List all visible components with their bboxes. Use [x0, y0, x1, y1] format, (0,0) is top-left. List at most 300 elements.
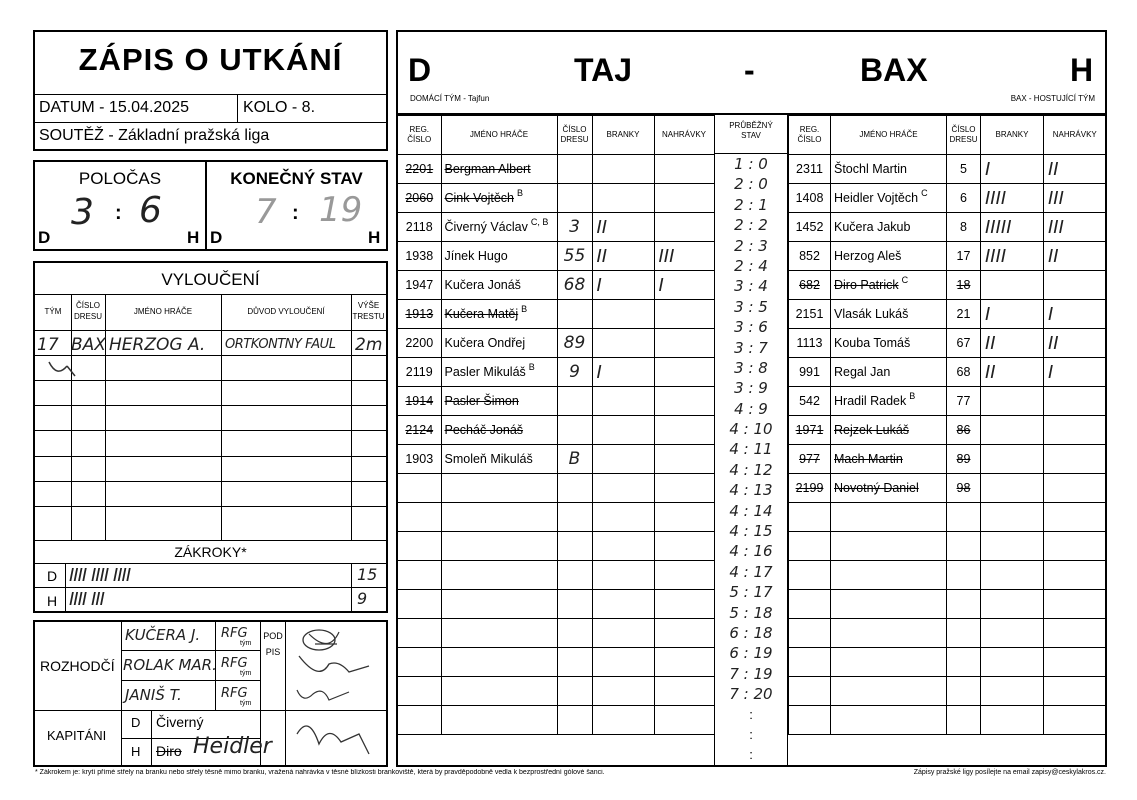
home-player-row — [398, 155, 714, 184]
referee-3-team: RFG — [221, 686, 248, 701]
home-cell-assists — [654, 648, 714, 677]
away-player-reg: 2151 — [795, 307, 824, 321]
halftime-h-label: H — [187, 228, 200, 247]
home-player-assists — [655, 449, 659, 470]
away-player-row — [789, 532, 1106, 561]
away-cell-name — [831, 619, 947, 648]
home-player-name: Bergman Albert — [444, 162, 531, 176]
away-cell-goals — [981, 706, 1044, 735]
away-cell-assists — [1044, 706, 1106, 735]
away-player-reg: 1408 — [795, 191, 824, 205]
away-col-number: ČÍSLO DRESU — [947, 116, 981, 155]
away-cell-reg — [789, 590, 831, 619]
away-player-number: 89 — [956, 452, 971, 466]
away-player-goals: II — [985, 361, 996, 383]
away-player-flag: C — [921, 188, 928, 198]
running-score-entry: 5 : 18 — [729, 603, 773, 622]
away-cell-name — [831, 532, 947, 561]
home-player-row — [398, 416, 714, 445]
home-player-name: Kučera Jonáš — [444, 278, 521, 292]
away-cell-number — [947, 532, 981, 561]
away-player-reg: 2311 — [796, 162, 823, 176]
away-cell-name — [831, 503, 947, 532]
home-player-reg: 2124 — [405, 423, 434, 437]
away-cell-number — [947, 561, 981, 590]
home-player-assists: III — [658, 245, 675, 267]
home-cell-goals — [592, 648, 654, 677]
away-cell-assists — [1044, 590, 1106, 619]
captain-d-label: D — [131, 715, 141, 730]
home-cell-reg — [398, 416, 441, 445]
away-player-row — [789, 648, 1106, 677]
away-cell-number — [947, 474, 981, 503]
referee-2-team: RFG — [221, 656, 248, 671]
home-cell-reg — [398, 503, 441, 532]
away-cell-name — [831, 416, 947, 445]
away-player-flag: C — [901, 275, 909, 285]
away-player-name: Kučera Jakub — [834, 220, 911, 234]
away-player-assists — [1044, 449, 1048, 470]
home-player-goals: I — [596, 274, 602, 296]
home-cell-name — [441, 474, 557, 503]
home-player-row — [398, 300, 714, 329]
away-team-code: BAX — [860, 52, 928, 88]
home-player-assists — [655, 420, 659, 441]
away-cell-name — [831, 213, 947, 242]
away-player-name: Novotný Daniel — [834, 481, 919, 495]
match-dash: - — [744, 52, 755, 88]
home-player-assists — [655, 391, 659, 412]
away-cell-name — [831, 474, 947, 503]
away-player-row — [789, 387, 1106, 416]
excl-entry-name: HERZOG A. — [109, 335, 206, 355]
away-player-row — [789, 271, 1106, 300]
away-cell-goals — [981, 358, 1044, 387]
home-player-flag: C, B — [530, 217, 549, 227]
home-cell-number — [557, 474, 592, 503]
home-player-number: 55 — [563, 246, 586, 266]
footer-email: Zápisy pražské ligy posílejte na email zapisy@ceskylakros.cz. — [913, 769, 1106, 776]
home-cell-name — [441, 300, 557, 329]
home-player-assists — [655, 362, 659, 383]
home-cell-name — [441, 329, 557, 358]
running-score-entry: 4 : 12 — [729, 460, 773, 479]
home-player-name: Kučera Ondřej — [444, 336, 526, 350]
excl-entry-team: BAX — [71, 335, 106, 355]
footer-note: * Zákrokem je: krytí přímé střely na branku nebo střely těsně mimo branku, vražená nahrávka v těsné blízkosti brankoviště, která by pravděpodobně vedla k bezprostřední gólové šanci. — [35, 769, 605, 776]
home-cell-reg — [398, 358, 441, 387]
referee-1-team: RFG — [221, 626, 248, 641]
away-cell-reg — [789, 213, 831, 242]
home-player-assists — [655, 188, 659, 209]
captain-h-handwritten: Heidler — [193, 734, 272, 759]
away-player-row — [789, 503, 1106, 532]
away-cell-assists — [1044, 155, 1106, 184]
excl-arrow-mark — [45, 358, 85, 382]
score-box — [33, 160, 388, 251]
away-cell-number — [947, 271, 981, 300]
away-player-row — [789, 213, 1106, 242]
running-score-entry: 2 : 1 — [734, 195, 768, 214]
away-cell-goals — [981, 242, 1044, 271]
away-cell-assists — [1044, 561, 1106, 590]
home-cell-goals — [592, 271, 654, 300]
away-cell-number — [947, 184, 981, 213]
running-score-entry: 7 : 19 — [729, 664, 773, 683]
saves-title: ZÁKROKY* — [174, 544, 247, 560]
away-player-reg: 2199 — [795, 481, 824, 495]
home-cell-name — [441, 387, 557, 416]
home-player-flag: B — [516, 188, 523, 198]
home-cell-goals — [592, 532, 654, 561]
away-player-row — [789, 445, 1106, 474]
home-cell-goals — [592, 474, 654, 503]
running-score-entry: : — [749, 747, 753, 763]
home-col-assists: NAHRÁVKY — [654, 116, 714, 155]
away-player-name: Herzog Aleš — [834, 249, 902, 263]
saves-d-label: D — [47, 568, 58, 584]
home-player-row — [398, 706, 714, 735]
home-player-row — [398, 445, 714, 474]
away-cell-number — [947, 358, 981, 387]
away-player-assists — [1044, 478, 1048, 499]
roster-sheet — [396, 30, 1107, 767]
home-player-goals: II — [596, 216, 608, 238]
referee-signatures — [289, 624, 385, 764]
home-player-reg: 1938 — [405, 249, 434, 263]
home-cell-reg — [398, 445, 441, 474]
home-cell-number — [557, 619, 592, 648]
home-player-goals — [593, 333, 597, 354]
home-cell-name — [441, 416, 557, 445]
away-player-number: 21 — [956, 307, 971, 321]
running-score-entry: 3 : 5 — [734, 297, 768, 316]
referee-1-name: KUČERA J. — [125, 626, 201, 644]
away-player-assists: I — [1048, 361, 1054, 383]
away-player-name: Vlasák Lukáš — [834, 307, 909, 321]
away-cell-name — [831, 300, 947, 329]
excl-entry-reason: ORTKONTNY FAUL — [225, 337, 336, 352]
away-col-name: JMÉNO HRÁČE — [831, 116, 947, 155]
away-cell-number — [947, 706, 981, 735]
running-score-entry: 6 : 19 — [729, 644, 773, 663]
away-cell-reg — [789, 445, 831, 474]
home-cell-name — [441, 532, 557, 561]
home-cell-reg — [398, 561, 441, 590]
home-cell-reg — [398, 677, 441, 706]
final-d-label: D — [210, 228, 223, 247]
home-cell-number — [557, 706, 592, 735]
home-player-name: Kučera Matěj — [444, 307, 519, 321]
away-roster-table — [788, 115, 1106, 735]
away-cell-name — [831, 445, 947, 474]
home-cell-reg — [398, 706, 441, 735]
away-player-reg: 991 — [799, 365, 820, 379]
home-cell-goals — [592, 300, 654, 329]
away-player-reg: 1113 — [796, 336, 823, 350]
home-cell-reg — [398, 271, 441, 300]
home-cell-number — [557, 155, 592, 184]
home-cell-number — [557, 648, 592, 677]
running-score-entry: 4 : 13 — [729, 481, 773, 500]
home-player-number: B — [568, 449, 581, 469]
away-player-name: Diro Patrick — [834, 278, 899, 292]
away-cell-number — [947, 619, 981, 648]
home-cell-name — [441, 503, 557, 532]
running-score-entry: 3 : 6 — [734, 318, 768, 337]
home-player-row — [398, 358, 714, 387]
home-cell-assists — [654, 416, 714, 445]
home-cell-number — [557, 445, 592, 474]
away-cell-reg — [789, 619, 831, 648]
home-cell-assists — [654, 242, 714, 271]
league-name: SOUTĚŽ - Základní pražská liga — [39, 127, 270, 144]
home-player-row — [398, 387, 714, 416]
home-cell-goals — [592, 706, 654, 735]
away-cell-goals — [981, 416, 1044, 445]
away-player-reg: 852 — [799, 249, 820, 263]
away-cell-assists — [1044, 358, 1106, 387]
away-player-assists — [1044, 275, 1048, 296]
away-cell-goals — [981, 677, 1044, 706]
home-cell-reg — [398, 387, 441, 416]
home-player-assists — [655, 217, 659, 238]
home-cell-goals — [592, 677, 654, 706]
away-cell-name — [831, 155, 947, 184]
away-cell-reg — [789, 242, 831, 271]
captain-h-label: H — [131, 744, 141, 759]
home-cell-number — [557, 271, 592, 300]
home-cell-name — [441, 445, 557, 474]
away-cell-number — [947, 416, 981, 445]
away-player-goals — [981, 449, 985, 470]
home-cell-goals — [592, 329, 654, 358]
away-cell-name — [831, 677, 947, 706]
running-score-entry: 4 : 15 — [729, 522, 773, 541]
referee-2-tym: tým — [240, 670, 252, 677]
home-player-reg: 1914 — [405, 394, 434, 408]
match-round: KOLO - 8. — [243, 99, 316, 116]
home-col-name: JMÉNO HRÁČE — [441, 116, 557, 155]
away-cell-reg — [789, 329, 831, 358]
home-cell-name — [441, 648, 557, 677]
home-player-flag: B — [528, 362, 535, 372]
home-player-reg: 1947 — [405, 278, 434, 292]
home-player-reg: 1913 — [405, 307, 434, 321]
home-player-reg: 2119 — [405, 365, 433, 379]
home-cell-reg — [398, 619, 441, 648]
home-player-number: 3 — [569, 217, 580, 237]
home-cell-reg — [398, 648, 441, 677]
home-cell-number — [557, 590, 592, 619]
away-cell-reg — [789, 474, 831, 503]
home-cell-reg — [398, 213, 441, 242]
away-cell-reg — [789, 387, 831, 416]
home-cell-goals — [592, 155, 654, 184]
home-player-number: 68 — [563, 275, 586, 295]
home-roster-table — [398, 115, 715, 735]
away-cell-assists — [1044, 416, 1106, 445]
away-player-row — [789, 329, 1106, 358]
home-player-goals: I — [596, 361, 602, 383]
home-player-row — [398, 677, 714, 706]
home-cell-assists — [654, 619, 714, 648]
excl-col-penalty: VÝŠE TRESTU — [352, 301, 385, 321]
away-col-assists: NAHRÁVKY — [1044, 116, 1106, 155]
away-cell-assists — [1044, 300, 1106, 329]
home-cell-name — [441, 271, 557, 300]
away-cell-goals — [981, 445, 1044, 474]
away-col-goals: BRANKY — [981, 116, 1044, 155]
away-player-goals — [981, 478, 985, 499]
home-player-row — [398, 213, 714, 242]
home-col-number: ČÍSLO DRESU — [557, 116, 592, 155]
home-cell-goals — [592, 561, 654, 590]
home-player-name: Pecháč Jonáš — [444, 423, 524, 437]
away-caption: BAX - HOSTUJÍCÍ TÝM — [1010, 94, 1095, 103]
running-score-entry: : — [749, 726, 753, 742]
away-cell-number — [947, 590, 981, 619]
podpis-label: PODPIS — [263, 631, 283, 657]
away-player-name: Hradil Radek — [834, 394, 907, 408]
match-date: DATUM - 15.04.2025 — [39, 99, 189, 116]
home-cell-number — [557, 677, 592, 706]
away-cell-number — [947, 387, 981, 416]
away-cell-goals — [981, 474, 1044, 503]
away-cell-assists — [1044, 474, 1106, 503]
away-player-row — [789, 677, 1106, 706]
home-cell-number — [557, 329, 592, 358]
running-score-entry: 3 : 7 — [734, 338, 768, 357]
saves-h-label: H — [47, 593, 58, 609]
home-player-row — [398, 474, 714, 503]
away-player-assists — [1044, 391, 1048, 412]
running-score-entry: 2 : 3 — [734, 236, 768, 255]
home-player-reg: 2201 — [405, 162, 434, 176]
home-cell-number — [557, 242, 592, 271]
away-cell-number — [947, 329, 981, 358]
running-score-entry: 6 : 18 — [729, 623, 773, 642]
excl-col-number: ČÍSLO DRESU — [73, 301, 102, 321]
home-player-goals — [593, 304, 597, 325]
away-player-number: 98 — [956, 481, 971, 495]
away-cell-reg — [789, 561, 831, 590]
home-player-assists — [655, 304, 659, 325]
away-player-number: 86 — [956, 423, 971, 437]
away-player-reg: 977 — [799, 452, 820, 466]
away-cell-name — [831, 329, 947, 358]
home-player-goals — [593, 391, 597, 412]
away-player-goals — [981, 275, 985, 296]
home-player-number: 9 — [569, 362, 580, 382]
away-cell-goals — [981, 648, 1044, 677]
captains-label: KAPITÁNI — [47, 728, 107, 743]
saves-d-total: 15 — [357, 565, 378, 584]
running-score-entry: : — [749, 706, 753, 722]
excl-entry-number: 17 — [37, 335, 59, 355]
home-player-row — [398, 619, 714, 648]
away-cell-assists — [1044, 387, 1106, 416]
away-cell-goals — [981, 300, 1044, 329]
home-cell-number — [557, 184, 592, 213]
captain-d-name: Čiverný — [156, 714, 204, 730]
home-cell-name — [441, 677, 557, 706]
home-cell-reg — [398, 474, 441, 503]
home-cell-assists — [654, 445, 714, 474]
away-player-flag: B — [909, 391, 916, 401]
running-score-entry: 3 : 9 — [734, 379, 768, 398]
home-cell-number — [557, 416, 592, 445]
home-player-goals: II — [596, 245, 608, 267]
home-letter: D — [408, 52, 432, 88]
final-sep: : — [292, 202, 299, 224]
referee-3-name: JANIŠ T. — [125, 686, 182, 704]
away-cell-assists — [1044, 271, 1106, 300]
away-player-row — [789, 590, 1106, 619]
away-player-assists: III — [1048, 187, 1064, 209]
away-cell-reg — [789, 677, 831, 706]
away-cell-reg — [789, 358, 831, 387]
away-cell-goals — [981, 271, 1044, 300]
running-score-entry: 4 : 14 — [729, 501, 773, 520]
running-score-entry: 2 : 0 — [734, 175, 768, 194]
home-cell-goals — [592, 184, 654, 213]
home-cell-name — [441, 590, 557, 619]
away-cell-reg — [789, 503, 831, 532]
home-caption: DOMÁCÍ TÝM - Tajfun — [410, 94, 490, 103]
away-letter: H — [1070, 52, 1094, 88]
home-player-reg: 1903 — [405, 452, 434, 466]
home-player-row — [398, 329, 714, 358]
home-cell-reg — [398, 300, 441, 329]
away-cell-goals — [981, 387, 1044, 416]
away-player-goals: II — [985, 332, 996, 354]
home-cell-assists — [654, 590, 714, 619]
home-cell-name — [441, 358, 557, 387]
home-cell-assists — [654, 706, 714, 735]
home-player-goals — [593, 420, 597, 441]
running-score-entry: 1 : 0 — [734, 155, 768, 173]
home-player-flag: B — [521, 304, 528, 314]
away-cell-assists — [1044, 648, 1106, 677]
excl-col-reason: DŮVOD VYLOUČENÍ — [247, 307, 325, 316]
running-col-header: PRŮBĚŽNÝ STAV — [729, 121, 773, 140]
home-cell-name — [441, 184, 557, 213]
saves-h-tally: IIII III — [69, 589, 104, 610]
away-cell-number — [947, 677, 981, 706]
home-player-reg: 2118 — [405, 220, 433, 234]
home-player-goals — [593, 449, 597, 470]
away-cell-reg — [789, 271, 831, 300]
home-player-row — [398, 271, 714, 300]
home-player-assists — [655, 159, 659, 180]
home-col-reg: REG. ČÍSLO — [398, 116, 441, 155]
away-cell-reg — [789, 648, 831, 677]
home-cell-goals — [592, 213, 654, 242]
away-cell-name — [831, 271, 947, 300]
away-cell-reg — [789, 416, 831, 445]
away-cell-reg — [789, 706, 831, 735]
away-cell-goals — [981, 155, 1044, 184]
final-home-score: 7 — [255, 192, 277, 232]
exclusions-title: VYLOUČENÍ — [161, 270, 260, 289]
away-cell-assists — [1044, 213, 1106, 242]
halftime-d-label: D — [38, 228, 51, 247]
home-cell-name — [441, 619, 557, 648]
home-cell-name — [441, 155, 557, 184]
away-player-assists: II — [1048, 158, 1059, 180]
home-player-name: Cink Vojtěch — [444, 191, 514, 205]
